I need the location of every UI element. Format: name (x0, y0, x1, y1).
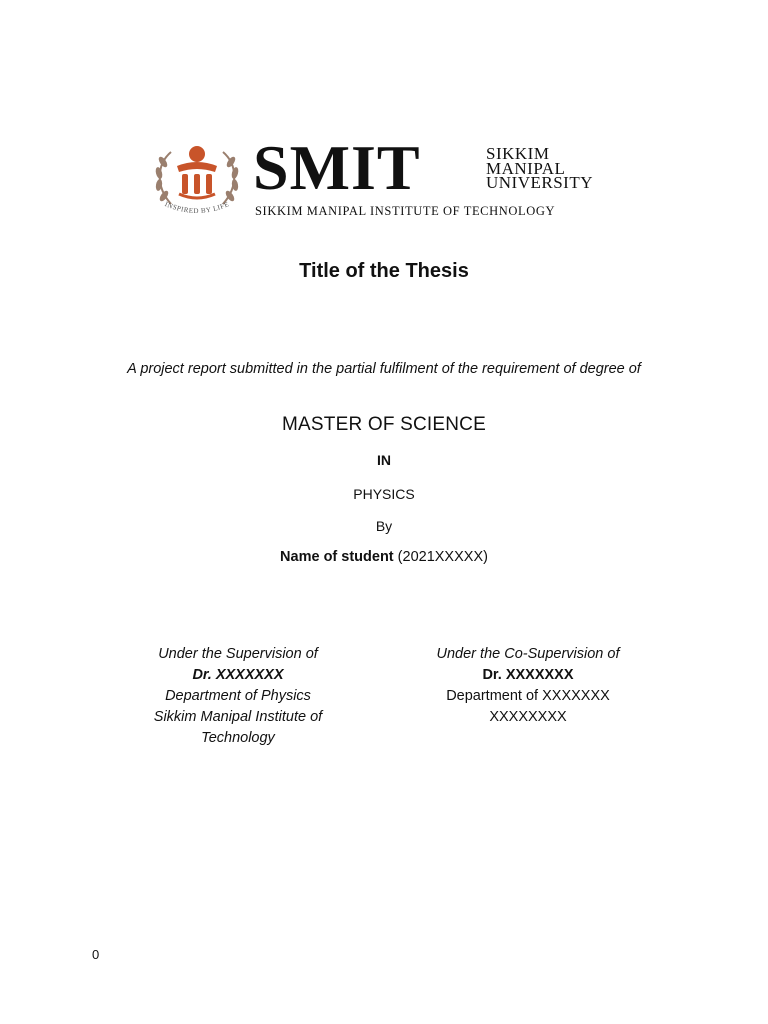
logo-university-line: UNIVERSITY (486, 173, 593, 192)
logo-university-name (486, 144, 593, 192)
student-id: (2021XXXXX) (397, 549, 488, 565)
supervisor-department: Department of Physics (165, 688, 311, 704)
thesis-title: Title of the Thesis (299, 260, 469, 282)
co-supervisor-department-label: Department of (446, 688, 539, 704)
svg-text:INSPIRED BY LIFE: INSPIRED BY LIFE (163, 200, 231, 216)
institute-logo (123, 132, 633, 222)
supervisor-block (118, 644, 358, 749)
student-line (0, 549, 768, 565)
co-supervisor-name: Dr. XXXXXXX (482, 667, 574, 683)
co-supervisor-department-value: XXXXXXX (542, 688, 610, 704)
co-supervisor-institute: XXXXXXXX (489, 709, 567, 725)
supervisor-institute-continued: Technology (201, 730, 275, 746)
logo-motto (147, 198, 247, 220)
in-label: IN (377, 452, 391, 468)
student-name: Name of student (280, 549, 394, 565)
subject-name: PHYSICS (353, 486, 415, 502)
logo-university-line: SIKKIM (486, 144, 550, 163)
co-supervisor-heading: Under the Co-Supervision of (436, 646, 620, 662)
report-description: A project report submitted in the partial fulfilment of the requirement of degree of (127, 361, 641, 377)
co-supervisor-department-line (398, 686, 658, 707)
co-supervisor-block (398, 644, 658, 728)
supervisor-name: Dr. XXXXXXX (192, 667, 284, 683)
page-number: 0 (92, 947, 100, 962)
logo-institute-name: SIKKIM MANIPAL INSTITUTE OF TECHNOLOGY (255, 204, 556, 218)
logo-wordmark: SMIT (253, 132, 421, 203)
supervisor-institute: Sikkim Manipal Institute of (153, 709, 323, 725)
degree-name: MASTER OF SCIENCE (282, 414, 486, 435)
by-label: By (375, 518, 393, 534)
logo-university-line: MANIPAL (486, 158, 566, 178)
supervisor-heading: Under the Supervision of (158, 646, 318, 662)
